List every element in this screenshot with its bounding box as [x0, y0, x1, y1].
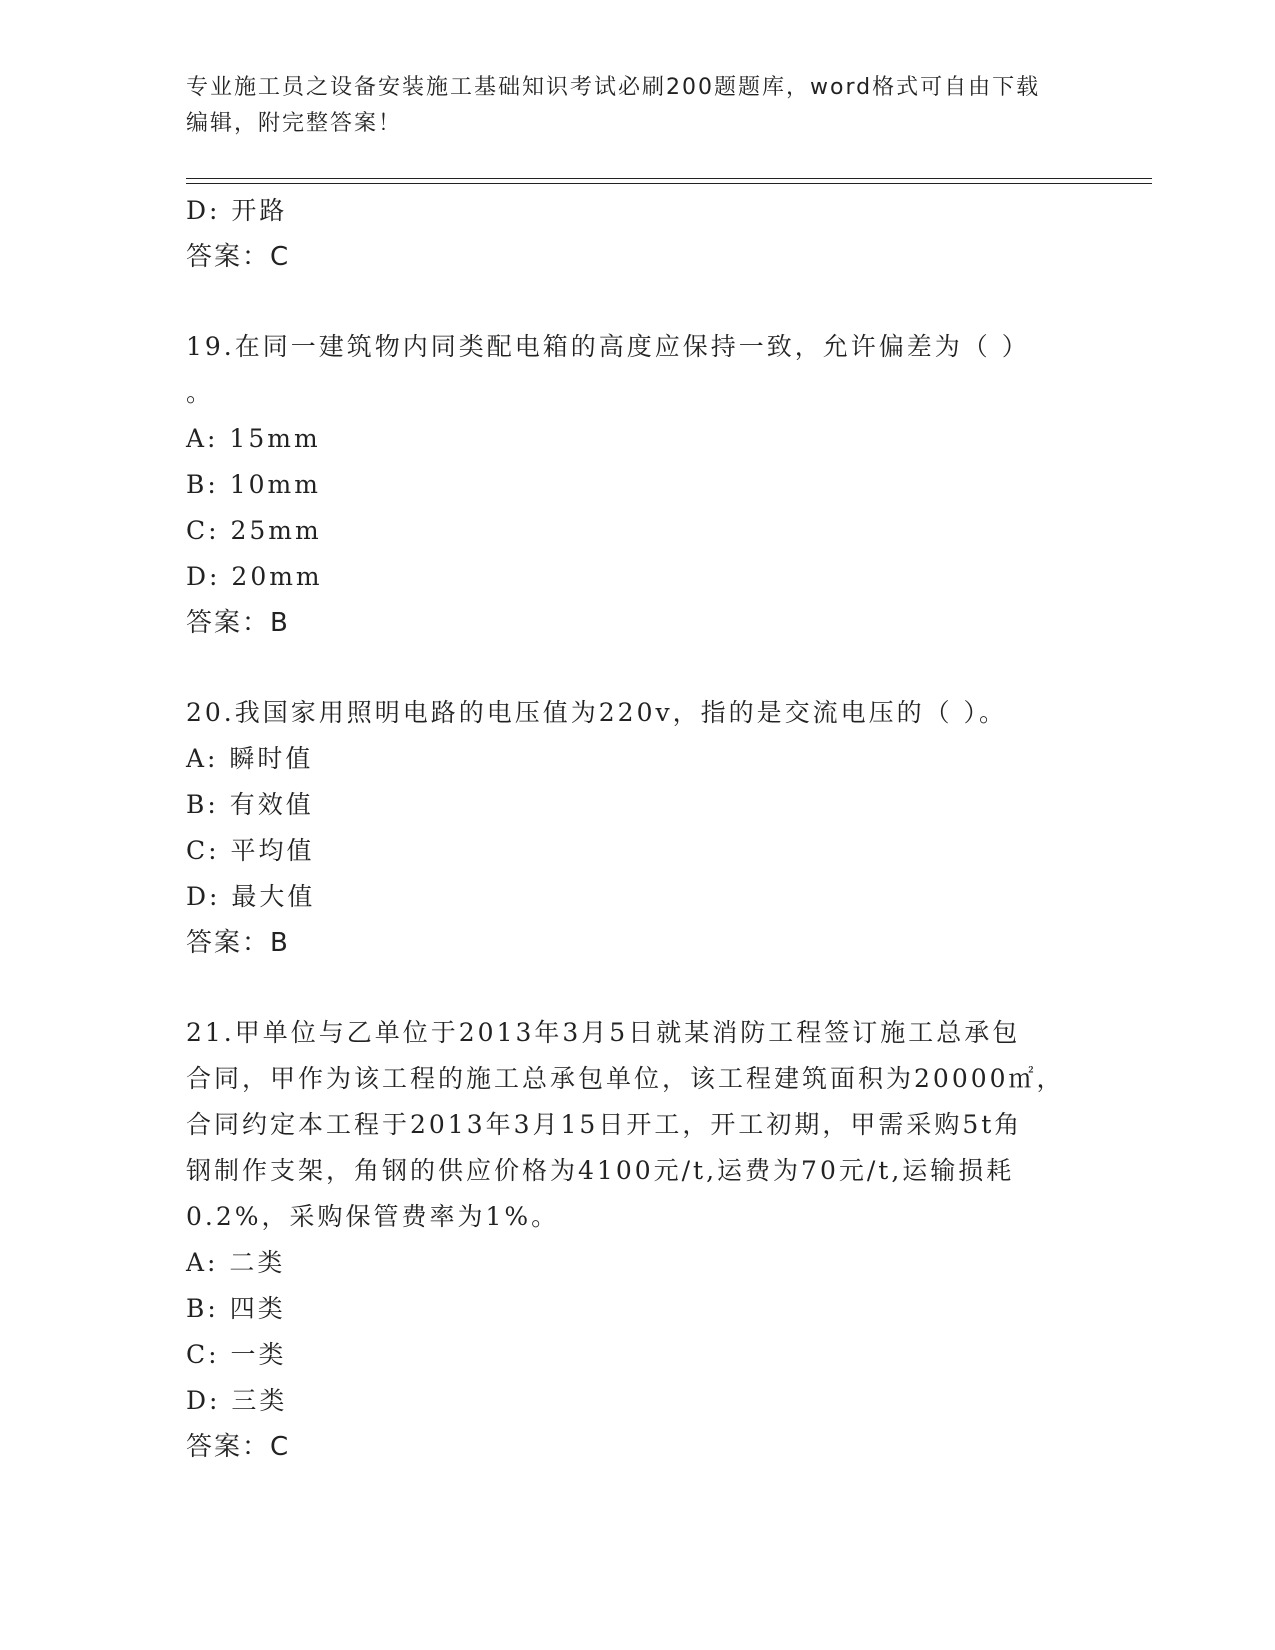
option-d: D: 20mm [186, 562, 323, 591]
document-body [186, 188, 1086, 1470]
option-a: A: 二类 [186, 1248, 286, 1277]
previous-question-tail [186, 188, 1086, 280]
option-c: C: 平均值 [186, 836, 315, 865]
question-stem [186, 324, 1086, 416]
question-stem [186, 1010, 1086, 1240]
question-19 [186, 324, 1086, 646]
answer: 答案：C [186, 242, 291, 272]
option-a: A: 15mm [186, 424, 321, 453]
header-line-1: 专业施工员之设备安装施工基础知识考试必刷200题题库，word格式可自由下载 [186, 75, 1041, 100]
question-stem: 20.我国家用照明电路的电压值为220v，指的是交流电压的（ ）。 [186, 698, 1008, 727]
option-b: B: 有效值 [186, 790, 314, 819]
option-b: B: 10mm [186, 470, 321, 499]
option-d: D: 最大值 [186, 882, 316, 911]
option-b: B: 四类 [186, 1294, 286, 1323]
option-d: D: 三类 [186, 1386, 288, 1415]
header-line-2: 编辑，附完整答案！ [186, 111, 403, 136]
answer: 答案：B [186, 608, 290, 638]
option-d: D: 开路 [186, 196, 288, 225]
question-stem-line: 钢制作支架，角钢的供应价格为4100元/t,运费为70元/t,运输损耗 [186, 1156, 1015, 1185]
question-20 [186, 690, 1086, 966]
option-c: C: 25mm [186, 516, 322, 545]
document-header [186, 70, 1066, 142]
question-stem-line: 合同约定本工程于2013年3月15日开工，开工初期，甲需采购5t角 [186, 1110, 1023, 1139]
option-a: A: 瞬时值 [186, 744, 314, 773]
header-rule-bottom [186, 183, 1152, 184]
question-stem-line: 21.甲单位与乙单位于2013年3月5日就某消防工程签订施工总承包 [186, 1018, 1021, 1047]
question-21 [186, 1010, 1086, 1470]
question-stem-line: 0.2%，采购保管费率为1%。 [186, 1202, 560, 1231]
answer: 答案：B [186, 928, 290, 958]
question-stem-line: 合同，甲作为该工程的施工总承包单位，该工程建筑面积为20000㎡， [186, 1064, 1065, 1093]
answer: 答案：C [186, 1432, 291, 1462]
option-c: C: 一类 [186, 1340, 287, 1369]
header-rule-top [186, 178, 1152, 179]
question-stem-line: 19.在同一建筑物内同类配电箱的高度应保持一致，允许偏差为（ ） [186, 332, 1030, 361]
question-stem-line: 。 [186, 378, 215, 407]
